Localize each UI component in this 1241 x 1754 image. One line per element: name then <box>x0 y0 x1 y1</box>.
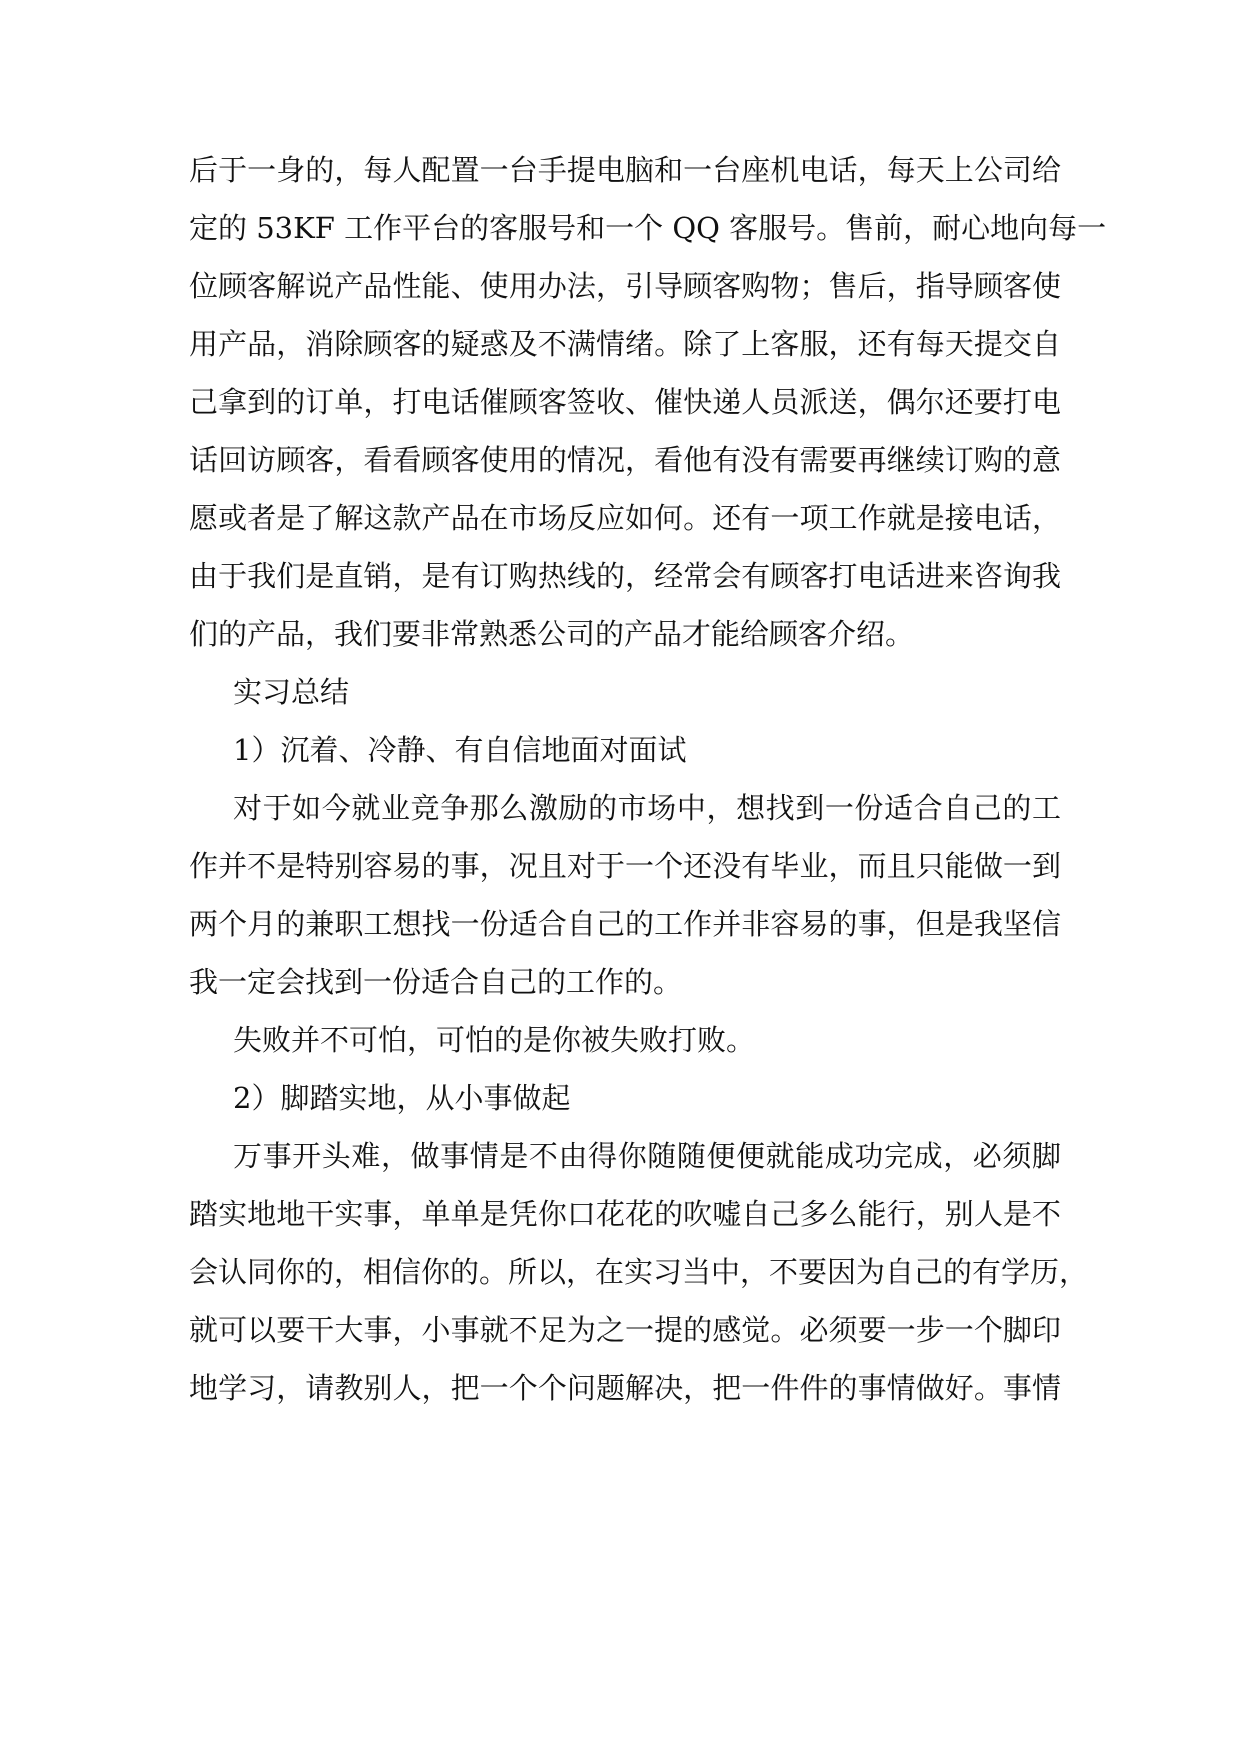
section-heading: 实习总结 <box>233 675 350 709</box>
text-line: 话回访顾客，看看顾客使用的情况，看他有没有需要再继续订购的意 <box>189 443 1061 477</box>
text-line: 用产品，消除顾客的疑惑及不满情绪。除了上客服，还有每天提交自 <box>189 327 1061 361</box>
text-line: 作并不是特别容易的事，况且对于一个还没有毕业，而且只能做一到 <box>189 849 1061 883</box>
text-line: 们的产品，我们要非常熟悉公司的产品才能给顾客介绍。 <box>189 617 915 651</box>
text-line: 后于一身的，每人配置一台手提电脑和一台座机电话，每天上公司给 <box>189 153 1061 187</box>
text-line: 踏实地地干实事，单单是凭你口花花的吹嘘自己多么能行，别人是不 <box>189 1197 1061 1231</box>
text-line: 两个月的兼职工想找一份适合自己的工作并非容易的事，但是我坚信 <box>189 907 1061 941</box>
text-line: 会认同你的，相信你的。所以，在实习当中，不要因为自己的有学历， <box>189 1255 1089 1289</box>
text-line: 位顾客解说产品性能、使用办法，引导顾客购物；售后，指导顾客使 <box>189 269 1061 303</box>
text-line: 愿或者是了解这款产品在市场反应如何。还有一项工作就是接电话， <box>189 501 1061 535</box>
text-line: 失败并不可怕，可怕的是你被失败打败。 <box>233 1023 756 1057</box>
text-line: 定的 53KF 工作平台的客服号和一个 QQ 客服号。售前，耐心地向每一 <box>189 211 1107 245</box>
text-line: 地学习，请教别人，把一个个问题解决，把一件件的事情做好。事情 <box>189 1371 1061 1405</box>
text-line: 我一定会找到一份适合自己的工作的。 <box>189 965 683 999</box>
text-line: 就可以要干大事，小事就不足为之一提的感觉。必须要一步一个脚印 <box>189 1313 1061 1347</box>
text-line: 对于如今就业竞争那么激励的市场中，想找到一份适合自己的工 <box>233 791 1061 825</box>
text-line: 万事开头难，做事情是不由得你随随便便就能成功完成，必须脚 <box>233 1139 1061 1173</box>
text-line: 由于我们是直销，是有订购热线的，经常会有顾客打电话进来咨询我 <box>189 559 1061 593</box>
subsection-heading: 1）沉着、冷静、有自信地面对面试 <box>233 733 687 767</box>
text-line: 己拿到的订单，打电话催顾客签收、催快递人员派送，偶尔还要打电 <box>189 385 1061 419</box>
subsection-heading: 2）脚踏实地，从小事做起 <box>233 1081 571 1115</box>
